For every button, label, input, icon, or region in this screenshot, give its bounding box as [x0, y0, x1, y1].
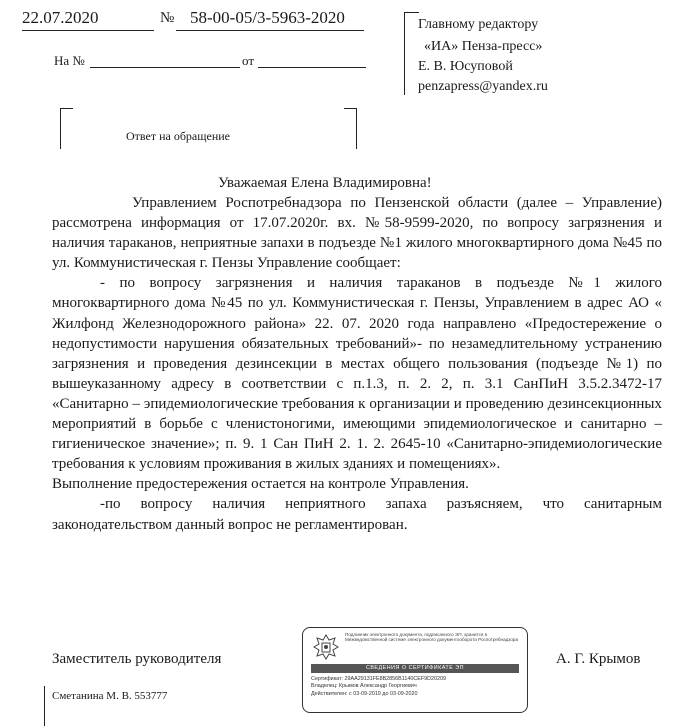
number-underline [176, 30, 364, 31]
body-paragraph-4: -по вопросу наличия неприятного запаха разъясняем, что санитарным законодательством данный вопрос не регламентирован. [52, 496, 662, 533]
signer-position: Заместитель руководителя [52, 651, 222, 667]
e-signature-stamp [302, 627, 528, 713]
stamp-title: СВЕДЕНИЯ О СЕРТИФИКАТЕ ЭП [311, 664, 519, 673]
executor-bracket [44, 686, 51, 726]
stamp-validity: Действителен: с 03-09-2019 до 03-09-2020 [311, 690, 418, 697]
registration-date: 22.07.2020 [22, 8, 99, 27]
date-underline [22, 30, 154, 31]
body-paragraph-3: Выполнение предостережения остается на контроле Управления. [52, 476, 469, 493]
addressee-bracket [404, 12, 419, 95]
body-paragraph-2: - по вопросу загрязнения и наличия тараканов в подъезде №1 жилого многоквартирного дома №45 по ул. Коммунистическая г. Пензы, Управлением в адрес АО « Жилфонд Железнодорожного района» 22. 07. 2020 года направлено «Предостережение о недопустимости нарушения обязательных требований»- по незамедлительному устранению загрязнения и проведения дезинсекции в местах общего пользования (подъезде №1) по вышеуказанному адресу в соответствии с п.1.3, п. 2. 2, п. 3.1 СанПиН 3.5.2.3472-17 «Санитарно – эпидемиологические требования к организации и проведению дезинсекционных мероприятий в борьбе с членистоногими, имеющими эпидемиологическое и санитарно – гигиеническое значение»; п. 9. 1 Сан ПиН 2. 1. 2. 2645-10 «Санитарно-эпидемиологические требования к условиям проживания в жилых зданиях и помещениях». [52, 275, 662, 473]
stamp-certificate: Сертификат: 29AA29131FE8B2856B1140CEF9D20209 [311, 676, 447, 682]
stamp-owner: Владелец: Крымов Александр Георгиевич [311, 683, 417, 690]
stamp-details [311, 676, 521, 698]
addressee-email: penzapress@yandex.ru [418, 79, 548, 94]
addressee-line-3: Е. В. Юсуповой [418, 59, 513, 74]
body-paragraph-1: Управлением Роспотребнадзора по Пензенской области (далее – Управление) рассмотрена информация от 17.07.2020г. вх. №58-9599-2020, по вопросу загрязнения и наличия тараканов, неприятные запахи в подъезде №1 жилого многоквартирного дома №45 по ул. Коммунистическая г. Пензы Управление сообщает: [52, 195, 662, 272]
reference-date-label: от [242, 53, 255, 68]
addressee-line-2: «ИА» Пенза-пресс» [424, 39, 543, 54]
greeting: Уважаемая Елена Владимировна! [218, 175, 432, 191]
registration-number: 58-00-05/3-5963-2020 [190, 8, 345, 27]
subject-bracket-right [344, 108, 357, 149]
reference-number-label: На № [54, 53, 85, 68]
addressee-line-1: Главному редактору [418, 17, 539, 32]
subject-bracket-left [60, 108, 73, 149]
stamp-header-text: Подлинник электронного документа, подписанного ЭП, хранится в Межведомственной системе электронного документооборота Роспотребнадзора [345, 632, 519, 643]
executor-info: Сметанина М. В. 553777 [52, 690, 168, 702]
subject-line: Ответ на обращение [126, 129, 230, 143]
letter-body [52, 193, 662, 535]
number-sign: № [160, 10, 175, 26]
reference-number-line [90, 67, 240, 68]
reference-date-line [258, 67, 366, 68]
signer-name: А. Г. Крымов [556, 651, 641, 667]
coat-of-arms-icon [311, 632, 341, 662]
